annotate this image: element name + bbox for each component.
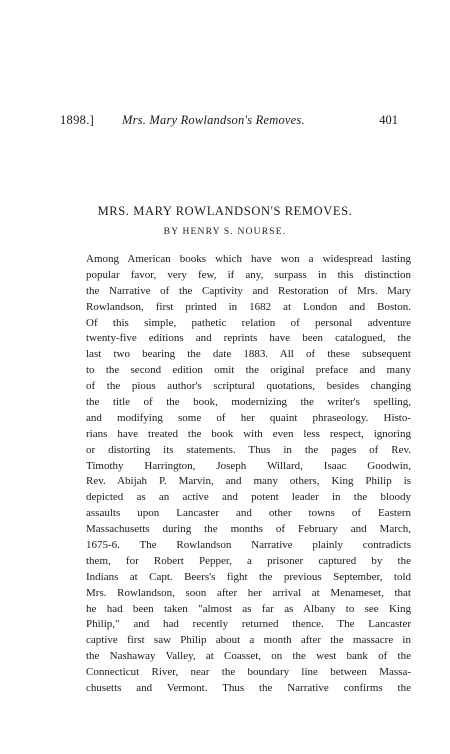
body-line: twenty-five editions and reprints have been catalogued, the (86, 332, 411, 345)
body-line: rians have treated the book with even less respect, ignoring (86, 427, 411, 440)
article-title: MRS. MARY ROWLANDSON'S REMOVES. (97, 204, 353, 218)
body-line: captive first saw Philip about a month after the massacre in (86, 634, 411, 647)
body-line: Indians at Capt. Beers's fight the previous September, told (86, 570, 411, 583)
body-line: them, for Robert Pepper, a prisoner captured by the (86, 554, 411, 567)
body-line: Rowlandson, first printed in 1682 at London and Boston. (86, 300, 411, 313)
body-line: or distorting its statements. Thus in the pages of Rev. (86, 443, 411, 456)
body-line: the title of the book, modernizing the writer's spelling, (86, 396, 411, 409)
page-number: 401 (379, 113, 398, 127)
body-line: assaults upon Lancaster and other towns of Eastern (86, 507, 411, 520)
article-byline: BY HENRY S. NOURSE. (163, 227, 287, 237)
body-line: chusetts and Vermont. Thus the Narrative confirms the (86, 682, 411, 695)
body-line: Mrs. Rowlandson, soon after her arrival at Menameset, that (86, 586, 411, 599)
body-line: and modifying some of her quaint phraseology. Histo- (86, 411, 411, 424)
body-line: Of this simple, pathetic relation of personal adventure (86, 316, 411, 329)
body-line: Philip," and had recently returned thence. The Lancaster (86, 618, 411, 631)
body-line: to the second edition omit the original preface and many (86, 364, 411, 377)
body-line: Massachusetts during the months of February and March, (86, 523, 411, 536)
body-line: the Narrative of the Captivity and Restoration of Mrs. Mary (86, 284, 411, 297)
body-line: Among American books which have won a widespread lasting (86, 253, 411, 265)
running-head (60, 111, 398, 129)
body-line: of the pious author's scriptural quotations, besides changing (86, 380, 411, 393)
body-line: the Nashaway Valley, at Coasset, on the west bank of the (86, 650, 411, 663)
body-line: last two bearing the date 1883. All of these subsequent (86, 348, 411, 361)
running-head-title: Mrs. Mary Rowlandson's Removes. (122, 113, 305, 127)
body-line: Rev. Abijah P. Marvin, and many others, King Philip is (86, 475, 411, 488)
body-line: he had been taken "almost as far as Albany to see King (86, 602, 411, 615)
body-line: depicted as an active and potent leader in the bloody (86, 491, 411, 504)
article-body (86, 252, 411, 697)
body-line: popular favor, very few, if any, surpass in this distinction (86, 268, 411, 281)
body-line: 1675-6. The Rowlandson Narrative plainly contradicts (86, 539, 411, 552)
body-line: Timothy Harrington, Joseph Willard, Isaac Goodwin, (86, 459, 411, 472)
running-head-year: 1898.] (60, 113, 95, 127)
body-line: Connecticut River, near the boundary line between Massa- (86, 666, 411, 679)
